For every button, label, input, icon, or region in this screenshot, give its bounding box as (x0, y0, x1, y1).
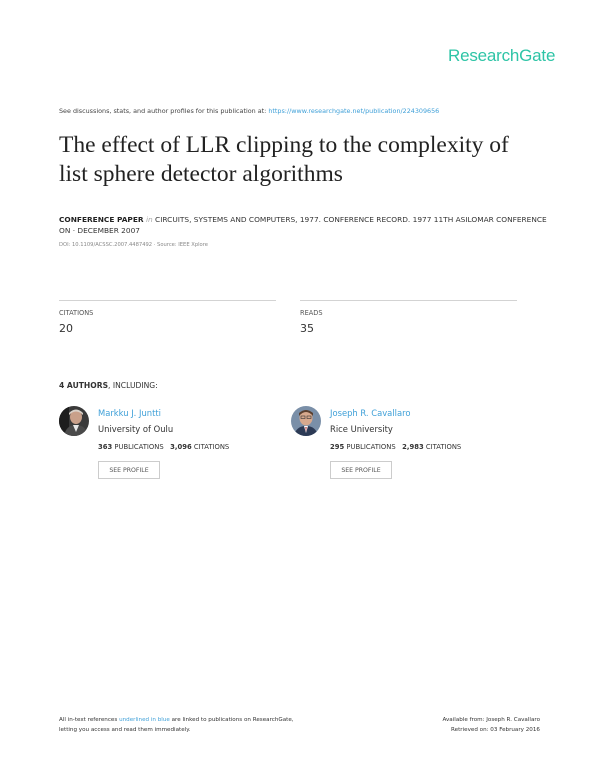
authors-suffix: , INCLUDING: (108, 381, 158, 390)
author-institution-juntti: University of Oulu (98, 424, 174, 434)
author-name-cavallaro[interactable]: Joseph R. Cavallaro (330, 408, 411, 418)
retrieved-on: Retrieved on: 03 February 2016 (451, 726, 540, 733)
discussion-text: See discussions, stats, and author profiles for this publication at: (59, 107, 267, 115)
conference-info (59, 215, 549, 236)
author-stats-cavallaro (330, 443, 461, 451)
citations-label: CITATIONS (193, 443, 230, 451)
venue-text: CIRCUITS, SYSTEMS AND COMPUTERS, 1977. CONFERENCE RECORD. 1977 11TH ASILOMAR CONFERENCE ON · DECEMBER 2007 (59, 215, 547, 235)
author-stats-juntti (98, 443, 229, 451)
author-avatar-cavallaro[interactable] (291, 406, 321, 436)
publications-count: 363 (98, 443, 113, 451)
author-photo-icon (291, 406, 321, 436)
footer-text-line2: letting you access and read them immediately. (59, 726, 191, 733)
paper-type-label: CONFERENCE PAPER (59, 215, 144, 224)
authors-header (59, 381, 158, 390)
doi-line: DOI: 10.1109/ACSSC.2007.4487492 · Source: IEEE Xplore (59, 242, 208, 248)
in-label: in (145, 215, 153, 224)
reads-label: READS (300, 309, 323, 317)
author-photo-icon (59, 406, 89, 436)
citations-label: CITATIONS (59, 309, 94, 317)
author-institution-cavallaro: Rice University (330, 424, 393, 434)
citations-value: 20 (59, 322, 73, 335)
citations-label: CITATIONS (425, 443, 462, 451)
authors-count: 4 AUTHORS (59, 381, 109, 390)
citations-divider (59, 300, 276, 301)
researchgate-logo[interactable]: ResearchGate (448, 46, 556, 65)
paper-title: The effect of LLR clipping to the complexity of list sphere detector algorithms (59, 132, 509, 187)
author-avatar-juntti[interactable] (59, 406, 89, 436)
publications-label: PUBLICATIONS (346, 443, 396, 451)
see-profile-button-cavallaro[interactable]: SEE PROFILE (330, 461, 392, 479)
citations-count: 2,983 (402, 443, 424, 451)
author-name-juntti[interactable]: Markku J. Juntti (98, 408, 161, 418)
discussion-line (59, 107, 439, 115)
reads-value: 35 (300, 322, 314, 335)
footer-text-prefix: All in-text references (59, 717, 118, 723)
publications-label: PUBLICATIONS (114, 443, 164, 451)
publication-link[interactable]: https://www.researchgate.net/publication/224309656 (268, 107, 440, 115)
available-from: Available from: Joseph R. Cavallaro (442, 717, 540, 723)
reads-divider (300, 300, 517, 301)
see-profile-button-juntti[interactable]: SEE PROFILE (98, 461, 160, 479)
footer-availability (380, 716, 540, 735)
citations-count: 3,096 (170, 443, 192, 451)
publications-count: 295 (330, 443, 345, 451)
footer-underlined-link[interactable]: underlined in blue (119, 717, 170, 723)
footer-text-suffix: are linked to publications on ResearchGate, (171, 717, 294, 723)
footer-note (59, 716, 359, 735)
